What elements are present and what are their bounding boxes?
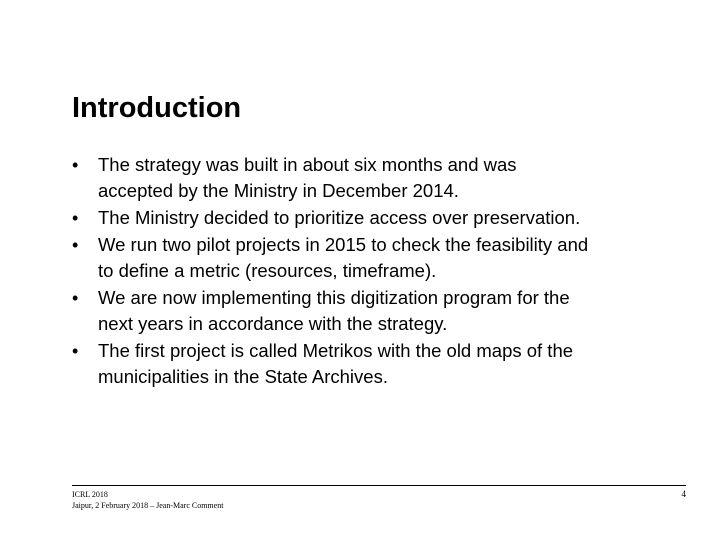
bullet-marker: • (72, 288, 79, 308)
bullet-marker: • (72, 155, 79, 175)
bullet-text-line: The strategy was built in about six months and was (98, 154, 517, 175)
footer-date-author: Jaipur, 2 February 2018 – Jean-Marc Comment (72, 501, 224, 510)
bullet-text-line: We run two pilot projects in 2015 to check the feasibility and (98, 234, 589, 255)
bullet-text-line: next years in accordance with the strategy. (98, 313, 448, 334)
footer-info (72, 489, 223, 511)
footer-divider (72, 485, 686, 486)
bullet-item (72, 232, 672, 284)
slide-title: Introduction (72, 92, 242, 124)
bullet-text-line: We are now implementing this digitization program for the (98, 287, 570, 308)
bullet-text-line: The first project is called Metrikos with the old maps of the (98, 340, 574, 361)
bullet-text-line: to define a metric (resources, timeframe). (98, 260, 437, 281)
bullet-item (72, 152, 672, 204)
bullet-text-line: accepted by the Ministry in December 2014. (98, 180, 459, 201)
bullet-marker: • (72, 208, 79, 228)
bullet-text-line: The Ministry decided to prioritize access over preservation. (98, 207, 581, 228)
bullet-marker: • (72, 235, 79, 255)
bullet-marker: • (72, 341, 79, 361)
bullet-text-line: municipalities in the State Archives. (98, 366, 388, 387)
bullet-item (72, 285, 672, 337)
footer-event: ICRL 2018 (72, 490, 108, 499)
page-number: 4 (681, 489, 686, 499)
bullet-item (72, 338, 672, 390)
bullet-item (72, 205, 672, 231)
bullet-list (72, 152, 672, 391)
